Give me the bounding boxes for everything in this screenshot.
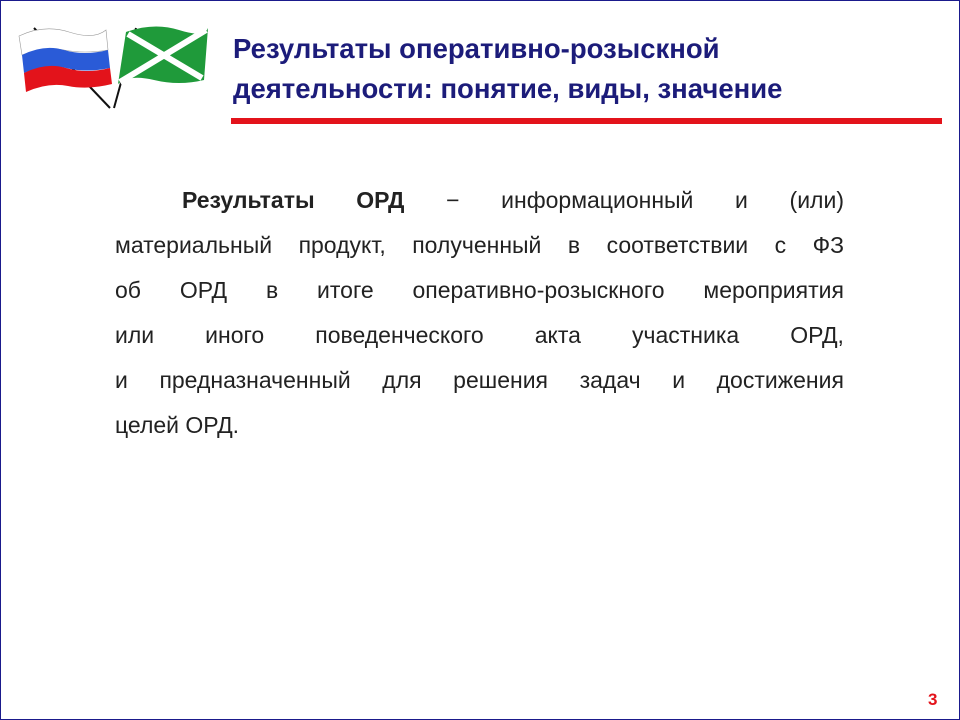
word: в <box>265 277 279 303</box>
paragraph-line <box>115 360 844 405</box>
page-number: 3 <box>928 690 938 709</box>
word: с <box>774 232 787 258</box>
word: полученный <box>412 232 542 258</box>
word: достижения <box>716 367 844 393</box>
word: материальный <box>115 232 273 258</box>
word: мероприятия <box>703 277 844 303</box>
slide-title <box>233 29 943 109</box>
paragraph-line <box>115 315 844 360</box>
paragraph-line <box>115 405 844 450</box>
word: акта <box>534 322 581 348</box>
word: информационный <box>501 187 694 213</box>
word: для <box>382 367 422 393</box>
slide-title-line-2: деятельности: понятие, виды, значение <box>233 73 783 104</box>
word: в <box>567 232 581 258</box>
russian-flag-icon <box>19 28 112 108</box>
definition-paragraph <box>115 180 844 450</box>
word: оперативно-розыскного <box>412 277 665 303</box>
word: соответствии <box>606 232 749 258</box>
flags-emblem <box>14 22 214 114</box>
paragraph-line <box>115 270 844 315</box>
word: ОРД <box>179 277 228 303</box>
paragraph-line <box>115 180 844 225</box>
word: поведенческого <box>315 322 484 348</box>
word: предназначенный <box>159 367 351 393</box>
term-word: ОРД <box>356 187 405 213</box>
title-underline <box>231 118 942 124</box>
slide-title-line-1: Результаты оперативно-розыскной <box>233 33 720 64</box>
word: и <box>735 187 748 213</box>
word: и <box>672 367 686 393</box>
word: целей ОРД. <box>115 412 240 438</box>
word: (или) <box>789 187 844 213</box>
border-guard-flag-icon <box>114 26 208 108</box>
word: об <box>115 277 141 303</box>
word: и <box>115 367 128 393</box>
term-word: Результаты <box>182 187 315 213</box>
word: решения <box>453 367 549 393</box>
word: или <box>115 322 155 348</box>
word: ОРД, <box>790 322 844 348</box>
word: иного <box>205 322 265 348</box>
word: − <box>446 187 460 213</box>
word: задач <box>579 367 641 393</box>
paragraph-line <box>115 225 844 270</box>
word: продукт, <box>298 232 386 258</box>
word: итоге <box>317 277 374 303</box>
word: ФЗ <box>812 232 844 258</box>
word: участника <box>632 322 740 348</box>
